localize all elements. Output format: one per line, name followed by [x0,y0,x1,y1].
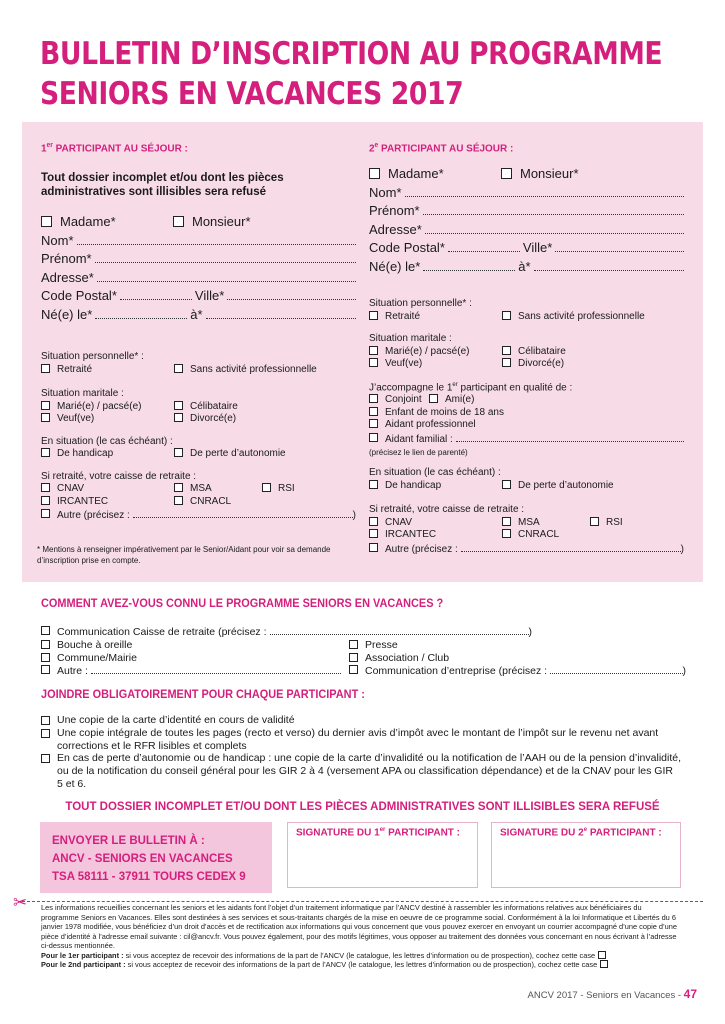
aidant-familial-checkbox[interactable] [369,433,378,442]
madame-checkbox-1[interactable] [41,216,52,227]
autre-checkbox-1[interactable] [41,509,50,518]
scissors-icon: ✂ [13,893,28,912]
monsieur-checkbox-1[interactable] [173,216,184,227]
checkbox-icon [41,716,50,725]
mentions-note: * Mentions à renseigner impérativement par le Senior/Aidant pour voir sa demande d’inscription prise en compte. [37,545,331,565]
list-item: En cas de perte d’autonomie ou de handicap : une copie de la carte d’invalidité ou la notification de l’AAH ou de la pension d’invalidité, ou de la notification du conseil général pour les GIR 2 à 4 (versement APA ou classification dépendance) et de la CNAV pour les GIR 5 et 6. [41,752,681,790]
sans-activite-checkbox-1[interactable] [174,364,183,373]
page-number: 47 [683,987,697,1001]
adresse-field-1[interactable] [97,272,356,282]
lieu-label-1: à* [190,306,203,322]
refuse-banner: TOUT DOSSIER INCOMPLET ET/OU DONT LES PIÈCES ADMINISTRATIVES SONT ILLISIBLES SERA REFUSÉ [65,801,660,813]
rsi-checkbox-2[interactable] [590,517,599,526]
cut-line [22,901,703,902]
checkbox-icon [41,754,50,763]
participant-1-heading: 1er PARTICIPANT AU SÉJOUR : [41,142,188,155]
consent-checkbox-1[interactable] [598,951,606,959]
autre-field-2[interactable] [461,542,681,552]
adresse-label-1: Adresse* [41,269,94,285]
celibataire-checkbox-2[interactable] [502,346,511,355]
cnav-checkbox-1[interactable] [41,483,50,492]
nom-label-1: Nom* [41,232,74,248]
nom-field-1[interactable] [77,235,356,245]
pieces-list [41,714,681,791]
list-item: Une copie de la carte d’identité en cours de validité [41,714,681,727]
association-checkbox[interactable] [349,653,358,662]
caisse-retraite-checkbox[interactable] [41,626,50,635]
checkbox-icon [41,729,50,738]
madame-checkbox-2[interactable] [369,168,380,179]
cp-label-1: Code Postal* [41,288,117,303]
cp-field-1[interactable] [120,290,192,300]
autre-checkbox-2[interactable] [369,543,378,552]
handicap-checkbox-2[interactable] [369,480,378,489]
title-line-2: SENIORS EN VACANCES 2017 [40,76,464,112]
bouche-oreille-checkbox[interactable] [41,640,50,649]
ircantec-checkbox-1[interactable] [41,496,50,505]
cnav-checkbox-2[interactable] [369,517,378,526]
perte-autonomie-checkbox-2[interactable] [502,480,511,489]
connu-heading: COMMENT AVEZ-VOUS CONNU LE PROGRAMME SENIORS EN VACANCES ? [41,598,444,610]
prenom-field-1[interactable] [95,253,356,263]
sans-activite-checkbox-2[interactable] [502,311,511,320]
autre-field-1[interactable] [133,508,353,518]
title-line-1: BULLETIN D’INSCRIPTION AU PROGRAMME [40,36,663,72]
envoyer-box: ENVOYER LE BULLETIN À : ANCV - SENIORS EN VACANCES TSA 58111 - 37911 TOURS CEDEX 9 [40,822,272,893]
signature-2-box[interactable]: SIGNATURE DU 2e PARTICIPANT : [491,822,681,888]
page-title [40,34,662,114]
retraite-checkbox-1[interactable] [41,364,50,373]
msa-checkbox-2[interactable] [502,517,511,526]
consent-checkbox-2[interactable] [600,960,608,968]
ville-field-1[interactable] [227,290,356,300]
pieces-heading: JOINDRE OBLIGATOIREMENT POUR CHAQUE PARTICIPANT : [41,689,365,701]
msa-checkbox-1[interactable] [174,483,183,492]
participant-2-heading: 2e PARTICIPANT AU SÉJOUR : [369,142,514,155]
veuf-checkbox-1[interactable] [41,413,50,422]
marie-checkbox-1[interactable] [41,401,50,410]
nom-field-2[interactable] [405,187,684,197]
naissance-field-2[interactable] [423,261,515,271]
autre-connu-checkbox[interactable] [41,665,50,674]
naissance-field-1[interactable] [95,309,187,319]
ami-checkbox[interactable] [429,394,438,403]
handicap-checkbox-1[interactable] [41,448,50,457]
lieu-field-1[interactable] [206,309,356,319]
adresse-field-2[interactable] [425,224,684,234]
cp-field-2[interactable] [448,242,520,252]
entreprise-field[interactable] [550,664,682,674]
list-item: Une copie intégrale de toutes les pages (recto et verso) du dernier avis d’impôt avec le montant de l’impôt sur le revenu net avant corrections et le RFR lisibles et complets [41,727,681,753]
connu-section: Communication Caisse de retraite (précisez : ) Bouche à oreille Presse Commune/Mairie Association / Club Autre : Communication d’entreprise (précisez : ) [41,625,686,678]
legal-notice: Les informations recueillies concernant les seniors et les aidants font l’objet d’un traitement informatique par l’ANCV destiné à rassembler les informations relatives aux bénéficiaires du programme Seniors en Vacances. Elles sont destinées à ses services et sous-traitants chargés de la mise en oeuvre de ce programme social. Conformément à la loi Informatique et Libertés du 6 janvier 1978 modifiée, vous bénéficiez d’un droit d’accès et de rectification aux informations qui vous concernent que vous pouvez exercer en envoyant un courrier accompagné d’une copie d’une pièce d’identité à l’adresse email suivante : cil@ancv.fr. Vous pouvez également, pour des motifs légitimes, vous opposer au traitement des données vous concernant en nous écrivant à l’adresse ci-dessus mentionnée. Pour le 1er participant : si vous acceptez de recevoir des informations de la part de l’ANCV (le catalogue, les lettres d’information ou de prospection), cochez cette case Pour le 2nd participant : si vous acceptez de recevoir des informations de la part de l’ANCV (le catalogue, les lettres d’information ou de prospection), cochez cette case [41,903,677,969]
ville-field-2[interactable] [555,242,684,252]
cnracl-checkbox-1[interactable] [174,496,183,505]
rsi-checkbox-1[interactable] [262,483,271,492]
divorce-checkbox-1[interactable] [174,413,183,422]
autre-connu-field[interactable] [91,664,341,674]
perte-autonomie-checkbox-1[interactable] [174,448,183,457]
naissance-label-1: Né(e) le* [41,306,93,322]
participant-2-section: 2e PARTICIPANT AU SÉJOUR : Madame* Monsieur* Nom* Prénom* Adresse* Code Postal* Ville* Né(e) le* à* Situation personnelle* : Retraité Sans activité professionnelle Situation maritale : Marié(e) / pacsé(e) Célibataire Veuf(ve) Divorcé(e) J’accompagne le 1er participant en qualité de : Conjoint Ami(e) Enfant de moins de 18 ans Aidant professionnel Aidant familial : (précisez le lien de parenté) En situation (le cas échéant) : De handicap De perte d’autonomie Si retraité, votre caisse de retraite : CNAV MSA RSI IRCANTEC CNRACL Autre (précisez : ) [369,142,684,555]
ircantec-checkbox-2[interactable] [369,529,378,538]
cnracl-checkbox-2[interactable] [502,529,511,538]
lieu-field-2[interactable] [534,261,684,271]
retraite-checkbox-2[interactable] [369,311,378,320]
celibataire-checkbox-1[interactable] [174,401,183,410]
conjoint-checkbox[interactable] [369,394,378,403]
marie-checkbox-2[interactable] [369,346,378,355]
caisse-retraite-field[interactable] [270,625,529,635]
signature-1-box[interactable]: SIGNATURE DU 1er PARTICIPANT : [287,822,478,888]
prenom-label-1: Prénom* [41,251,92,266]
aidant-pro-checkbox[interactable] [369,419,378,428]
page-footer: ANCV 2017 - Seniors en Vacances - 47 [527,987,697,1001]
presse-checkbox[interactable] [349,640,358,649]
ville-label-1: Ville* [194,288,225,303]
veuf-checkbox-2[interactable] [369,358,378,367]
divorce-checkbox-2[interactable] [502,358,511,367]
commune-checkbox[interactable] [41,653,50,662]
participant-1-section: 1er PARTICIPANT AU SÉJOUR : Tout dossier incomplet et/ou dont les pièces administratives sont illisibles sera refusé Madame* Monsieur* Nom* Prénom* Adresse* Code Postal* Ville* Né(e) le* à* Situation personnelle* : Retraité Sans activité professionnelle Situation maritale : Marié(e) / pacsé(e) Célibataire Veuf(ve) Divorcé(e) En situation (le cas échéant) : De handicap De perte d’autonomie Si retraité, votre caisse de retraite : CNAV MSA RSI IRCANTEC CNRACL Autre (précisez : ) [41,142,356,521]
incomplete-warning: Tout dossier incomplet et/ou dont les pièces administratives sont illisibles sera refusé [41,172,284,198]
monsieur-checkbox-2[interactable] [501,168,512,179]
prenom-field-2[interactable] [423,205,684,215]
lien-parente-field[interactable] [456,432,684,442]
entreprise-checkbox[interactable] [349,665,358,674]
enfant-checkbox[interactable] [369,407,378,416]
